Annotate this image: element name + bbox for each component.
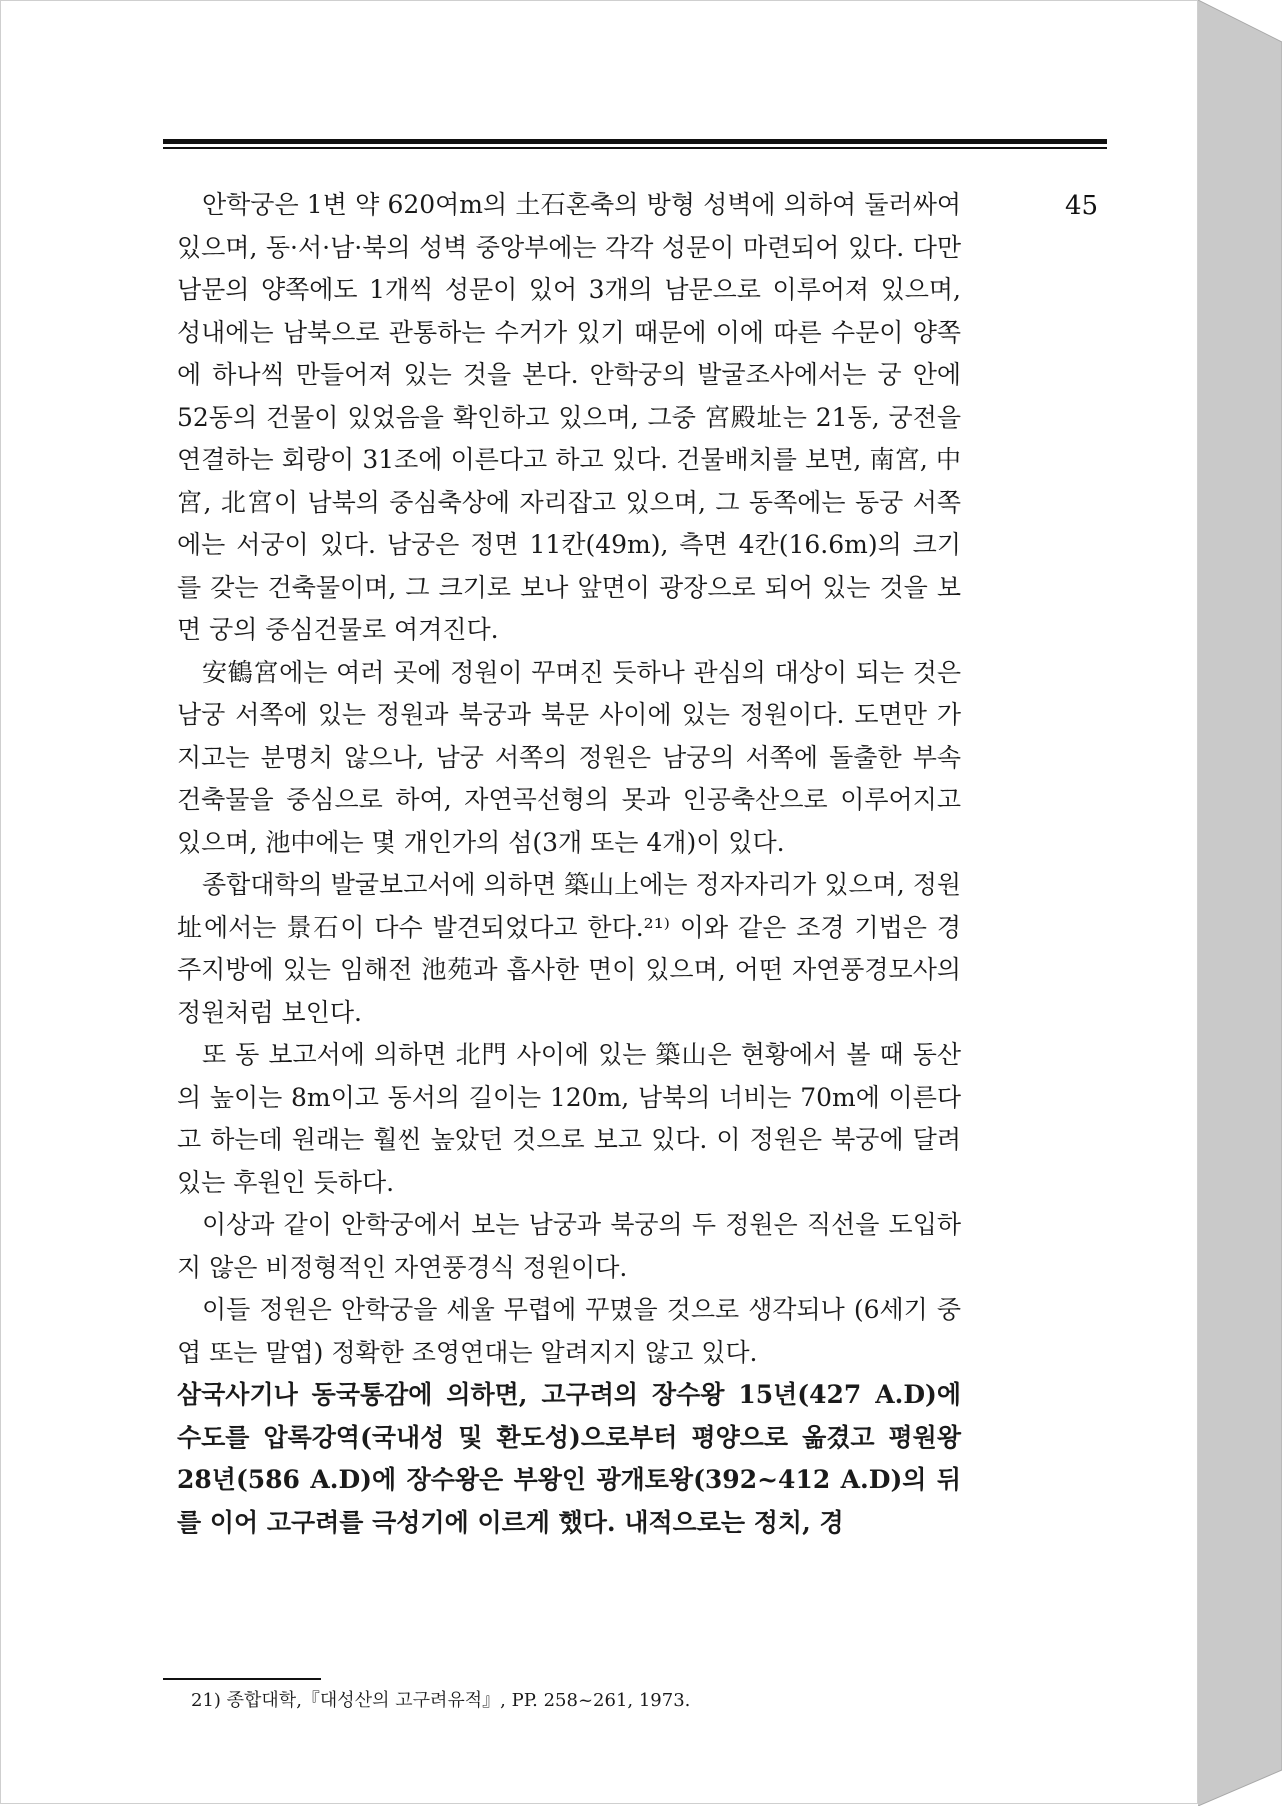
paragraph: 安鶴宮에는 여러 곳에 정원이 꾸며진 듯하나 관심의 대상이 되는 것은 남궁 서쪽에 있는 정원과 북궁과 북문 사이에 있는 정원이다. 도면만 가지고는 분명치 않으나, 남궁 서쪽의 정원은 남궁의 서쪽에 돌출한 부속 건축물을 중심으로 하여, 자연곡선형의 못과 인공축산으로 이루어지고 있으며, 池中에는 몇 개인가의 섬(3개 또는 4개)이 있다. [177, 657, 961, 857]
paragraph: 안학궁은 1변 약 620여m의 土石혼축의 방형 성벽에 의하여 둘러싸여 있으며, 동·서·남·북의 성벽 중앙부에는 각각 성문이 마련되어 있다. 다만 남문의 양쪽에도 1개씩 성문이 있어 3개의 남문으로 이루어져 있으며, 성내에는 남북으로 관통하는 수거가 있기 때문에 이에 따른 수문이 양쪽에 하나씩 만들어져 있는 것을 본다. 안학궁의 발굴조사에서는 궁 안에 52동의 건물이 있었음을 확인하고 있으며, 그중 宮殿址는 21동, 궁전을 연결하는 회랑이 31조에 이른다고 하고 있다. 건물배치를 보면, 南宮, 中宮, 北宮이 남북의 중심축상에 자리잡고 있으며, 그 동쪽에는 동궁 서쪽에는 서궁이 있다. 남궁은 정면 11칸(49m), 측면 4칸(16.6m)의 크기를 갖는 건축물이며, 그 크기로 보나 앞면이 광장으로 되어 있는 것을 보면 궁의 중심건물로 여겨진다. [177, 190, 961, 644]
body-text [177, 184, 961, 1544]
footnote: 21) 종합대학,『대성산의 고구려유적』, PP. 258~261, 1973. [191, 1690, 691, 1711]
footnote-rule [163, 1678, 321, 1680]
paragraph: 삼국사기나 동국통감에 의하면, 고구려의 장수왕 15년(427 A.D)에 수도를 압록강역(국내성 및 환도성)으로부터 평양으로 옮겼고 평원왕 28년(586 A.D)에 장수왕은 부왕인 광개토왕(392~412 A.D)의 뒤를 이어 고구려를 극성기에 이르게 했다. 내적으로는 정치, 경 [177, 1380, 961, 1537]
page-number: 45 [1065, 191, 1099, 221]
header-rule [163, 139, 1107, 149]
paragraph: 또 동 보고서에 의하면 北門 사이에 있는 築山은 현황에서 볼 때 동산의 높이는 8m이고 동서의 길이는 120m, 남북의 너비는 70m에 이른다고 하는데 원래는 훨씬 높았던 것으로 보고 있다. 이 정원은 북궁에 달려 있는 후원인 듯하다. [177, 1040, 961, 1197]
page-stack-edge [1198, 0, 1282, 1806]
paragraph: 종합대학의 발굴보고서에 의하면 築山上에는 정자자리가 있으며, 정원址에서는 景石이 다수 발견되었다고 한다.²¹⁾ 이와 같은 조경 기법은 경주지방에 있는 임해전 池苑과 흡사한 면이 있으며, 어떤 자연풍경모사의 정원처럼 보인다. [177, 870, 961, 1027]
paragraph: 이들 정원은 안학궁을 세울 무렵에 꾸몄을 것으로 생각되나 (6세기 중엽 또는 말엽) 정확한 조영연대는 알려지지 않고 있다. [177, 1295, 961, 1367]
paragraph: 이상과 같이 안학궁에서 보는 남궁과 북궁의 두 정원은 직선을 도입하지 않은 비정형적인 자연풍경식 정원이다. [177, 1210, 961, 1282]
